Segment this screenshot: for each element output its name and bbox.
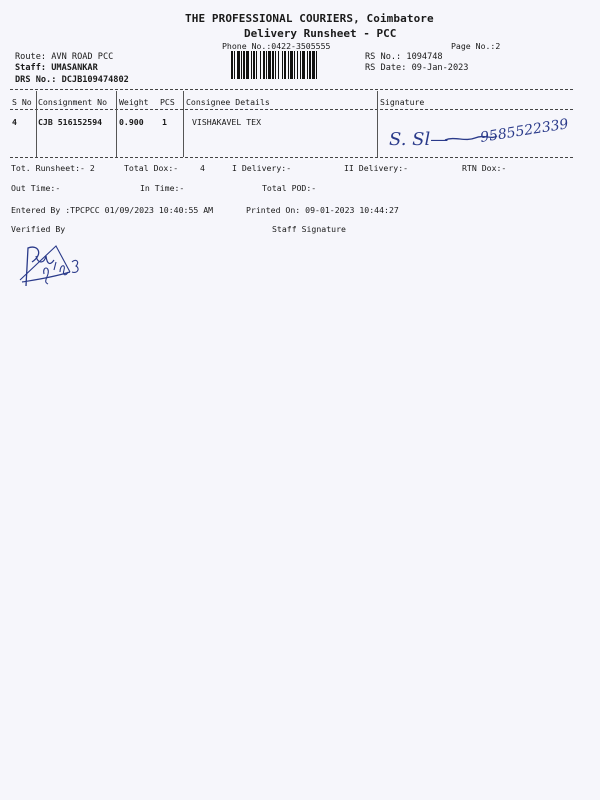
svg-text:9585522339: 9585522339 bbox=[479, 116, 570, 146]
col-header-consignee: Consignee Details bbox=[186, 97, 270, 107]
column-divider bbox=[183, 91, 184, 157]
document-title: Delivery Runsheet - PCC bbox=[244, 27, 397, 40]
phone-number: Phone No.:0422-3505555 bbox=[222, 41, 331, 51]
col-header-signature: Signature bbox=[380, 97, 425, 107]
verified-by-label: Verified By bbox=[11, 224, 66, 234]
table-header-rule bbox=[10, 109, 573, 110]
route-field: Route: AVN ROAD PCC bbox=[15, 52, 114, 62]
staff-field: Staff: UMASANKAR bbox=[15, 63, 98, 73]
table-top-rule bbox=[10, 89, 573, 90]
ii-delivery: II Delivery:- bbox=[344, 163, 409, 173]
total-dox-label: Total Dox:- bbox=[124, 163, 179, 173]
staff-signature-label: Staff Signature bbox=[272, 224, 346, 234]
tot-runsheet: Tot. Runsheet:- 2 bbox=[11, 163, 95, 173]
column-divider bbox=[36, 91, 37, 157]
cell-weight: 0.900 bbox=[119, 117, 144, 127]
rs-date: RS Date: 09-Jan-2023 bbox=[365, 63, 469, 73]
cell-pcs: 1 bbox=[162, 117, 167, 127]
page-number: Page No.:2 bbox=[451, 41, 501, 51]
company-title: THE PROFESSIONAL COURIERS, Coimbatore bbox=[185, 12, 434, 25]
rs-number: RS No.: 1094748 bbox=[365, 52, 443, 62]
handwritten-signature bbox=[385, 112, 585, 157]
out-time: Out Time:- bbox=[11, 183, 61, 193]
cell-consignment: CJB 516152594 bbox=[38, 117, 103, 127]
verifier-initials bbox=[14, 236, 94, 291]
entered-by: Entered By :TPCPCC 01/09/2023 10:40:55 AM bbox=[11, 205, 214, 215]
total-pod: Total POD:- bbox=[262, 183, 317, 193]
col-header-weight: Weight bbox=[119, 97, 149, 107]
printed-on: Printed On: 09-01-2023 10:44:27 bbox=[246, 205, 399, 215]
total-dox-value: 4 bbox=[200, 163, 205, 173]
column-divider bbox=[116, 91, 117, 157]
table-bottom-rule bbox=[10, 157, 573, 158]
i-delivery: I Delivery:- bbox=[232, 163, 292, 173]
barcode-image bbox=[230, 51, 358, 79]
svg-text:S. Sl—: S. Sl— bbox=[389, 129, 449, 150]
column-divider bbox=[377, 91, 378, 157]
drs-number: DRS No.: DCJB109474802 bbox=[15, 75, 129, 85]
cell-sno: 4 bbox=[12, 117, 17, 127]
col-header-sno: S No bbox=[12, 97, 32, 107]
cell-consignee: VISHAKAVEL TEX bbox=[192, 117, 262, 127]
col-header-pcs: PCS bbox=[160, 97, 175, 107]
rtn-dox: RTN Dox:- bbox=[462, 163, 507, 173]
col-header-consignment: Consignment No bbox=[38, 97, 108, 107]
in-time: In Time:- bbox=[140, 183, 185, 193]
